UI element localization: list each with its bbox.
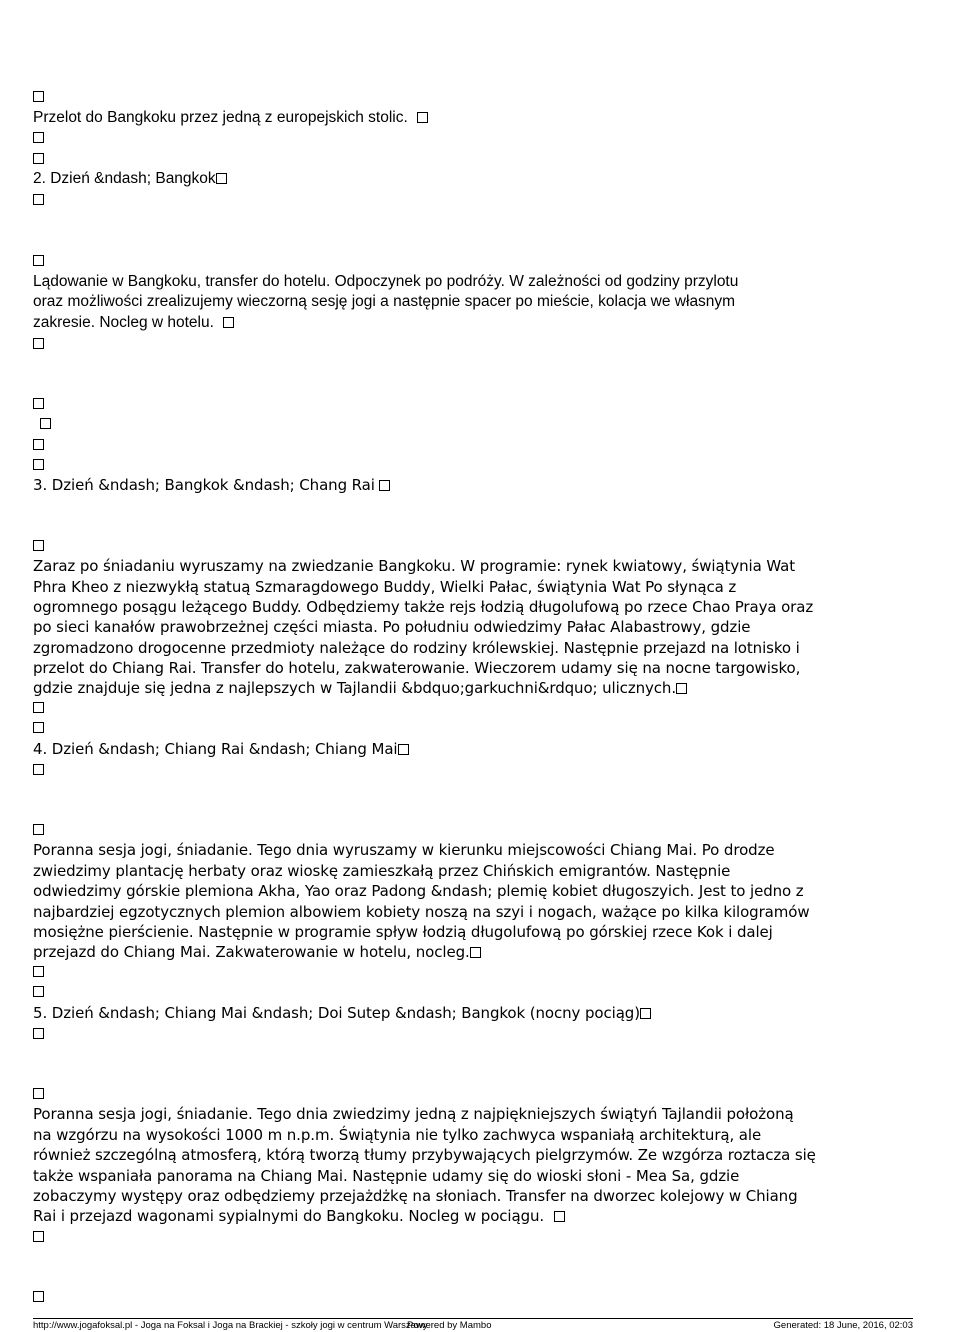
checkbox-glyph-icon [33, 986, 44, 997]
checkbox-glyph-line [33, 128, 940, 148]
day3-text-line: przelot do Chiang Rai. Transfer do hotelu, zakwaterowanie. Wieczorem udamy się na nocne targowisko, [33, 659, 801, 677]
checkbox-glyph-line [33, 820, 940, 840]
checkbox-glyph-icon [33, 1028, 44, 1039]
checkbox-glyph-icon [33, 1088, 44, 1099]
checkbox-glyph-icon [40, 418, 51, 429]
checkbox-glyph-icon [33, 540, 44, 551]
checkbox-glyph-icon [33, 1291, 44, 1302]
day1-flight-text: Przelot do Bangkoku przez jedną z europejskich stolic. [33, 108, 940, 128]
day4-text-line: najbardziej egzotycznych plemion albowiem kobiety noszą na szyi i nogach, ważące po kilka kilogramów [33, 903, 810, 921]
day3-text-line: zgromadzono drogocenne przedmioty należące do rodziny królewskiej. Następnie przejazd na lotnisko i [33, 639, 800, 657]
day2-heading: 2. Dzień &ndash; Bangkok [33, 169, 940, 189]
checkbox-glyph-icon [33, 459, 44, 470]
checkbox-glyph-icon [33, 1231, 44, 1242]
checkbox-glyph-icon [33, 255, 44, 266]
day5-text-line: na wzgórzu na wysokości 1000 m n.p.m. Świątynia nie tylko zachwyca wspaniałą architekturą, ale [33, 1126, 762, 1144]
day4-text-line: przejazd do Chiang Mai. Zakwaterowanie w hotelu, nocleg. [33, 942, 940, 962]
day2-text-line: zakresie. Nocleg w hotelu. [33, 313, 940, 333]
day5-heading: 5. Dzień &ndash; Chiang Mai &ndash; Doi Sutep &ndash; Bangkok (nocny pociąg) [33, 1003, 940, 1023]
day3-text-line: gdzie znajduje się jedna z najlepszych w Tajlandii &bdquo;garkuchni&rdquo; ulicznych. [33, 678, 940, 698]
day3-heading: 3. Dzień &ndash; Bangkok &ndash; Chang Rai [33, 475, 940, 495]
day5-text-line: Rai i przejazd wagonami sypialnymi do Bangkoku. Nocleg w pociągu. [33, 1206, 940, 1226]
checkbox-glyph-line [33, 1024, 940, 1044]
checkbox-glyph-icon [33, 91, 44, 102]
checkbox-glyph-line [33, 536, 940, 556]
checkbox-glyph-line [33, 190, 940, 210]
checkbox-glyph-icon [470, 947, 481, 958]
checkbox-glyph-line [33, 760, 940, 780]
checkbox-glyph-icon [676, 683, 687, 694]
checkbox-glyph-line [33, 718, 940, 738]
checkbox-glyph-line [33, 149, 940, 169]
checkbox-glyph-icon [33, 153, 44, 164]
checkbox-glyph-line [40, 414, 940, 434]
checkbox-glyph-icon [33, 764, 44, 775]
day5-text-line: Poranna sesja jogi, śniadanie. Tego dnia zwiedzimy jedną z najpiękniejszych świątyń Tajlandii położoną [33, 1105, 794, 1123]
day2-text-line: Lądowanie w Bangkoku, transfer do hotelu. Odpoczynek po podróży. W zależności od godziny przylotu [33, 273, 739, 290]
checkbox-glyph-icon [33, 194, 44, 205]
checkbox-glyph-line [33, 435, 940, 455]
day5-text-line: zobaczymy występy oraz odbędziemy przejażdżkę na słoniach. Transfer na dworzec kolejowy w Chiang [33, 1187, 798, 1205]
checkbox-glyph-line [33, 962, 940, 982]
footer-powered-by: Powered by Mambo [407, 1320, 492, 1331]
checkbox-glyph-icon [33, 338, 44, 349]
day2-text-line: oraz możliwości zrealizujemy wieczorną sesję jogi a następnie spacer po mieście, kolacja we własnym [33, 293, 736, 310]
checkbox-glyph-icon [33, 824, 44, 835]
checkbox-glyph-line [33, 1227, 940, 1247]
checkbox-glyph-icon [398, 744, 409, 755]
page-footer [33, 1318, 913, 1332]
checkbox-glyph-line [33, 334, 940, 354]
checkbox-glyph-icon [417, 112, 428, 123]
checkbox-glyph-line [33, 394, 940, 414]
day4-text-line: mosiężne pierścienie. Następnie w programie spływ łodzią długolufową po górskiej rzece Kok i dalej [33, 923, 773, 941]
day4-heading: 4. Dzień &ndash; Chiang Rai &ndash; Chiang Mai [33, 739, 940, 759]
day4-text-line: zwiedzimy plantację herbaty oraz wioskę zamieszkałą przez Chińskich emigrantów. Następnie [33, 862, 731, 880]
checkbox-glyph-line [33, 87, 940, 107]
footer-site-link[interactable]: http://www.jogafoksal.pl - Joga na Foksal i Joga na Brackiej - szkoły jogi w centrum Warszawy [33, 1320, 428, 1331]
checkbox-glyph-line [33, 455, 940, 475]
checkbox-glyph-icon [33, 132, 44, 143]
checkbox-glyph-icon [33, 702, 44, 713]
day3-text-line: Zaraz po śniadaniu wyruszamy na zwiedzanie Bangkoku. W programie: rynek kwiatowy, świątynia Wat [33, 557, 796, 575]
checkbox-glyph-line [33, 1084, 940, 1104]
checkbox-glyph-icon [33, 398, 44, 409]
footer-generated-date: Generated: 18 June, 2016, 02:03 [773, 1320, 913, 1331]
checkbox-glyph-icon [379, 480, 390, 491]
checkbox-glyph-icon [33, 439, 44, 450]
checkbox-glyph-line [33, 251, 940, 271]
day4-text-line: Poranna sesja jogi, śniadanie. Tego dnia wyruszamy w kierunku miejscowości Chiang Mai. Po drodze [33, 841, 775, 859]
day5-text-line: także wspaniała panorama na Chiang Mai. Następnie udamy się do wioski słoni - Mea Sa, gdzie [33, 1167, 740, 1185]
checkbox-glyph-icon [640, 1008, 651, 1019]
day3-text-line: po sieci kanałów prawobrzeżnej części miasta. Po południu odwiedzimy Pałac Alabastrowy, gdzie [33, 618, 751, 636]
day3-text-line: ogromnego posągu leżącego Buddy. Odbędziemy także rejs łodzią długolufową po rzece Chao Praya oraz [33, 598, 814, 616]
checkbox-glyph-icon [223, 317, 234, 328]
checkbox-glyph-icon [33, 722, 44, 733]
day5-text-line: również szczególną atmosferą, którą tworzą tłumy przybywających pielgrzymów. Ze wzgórza roztacza się [33, 1146, 816, 1164]
checkbox-glyph-icon [554, 1211, 565, 1222]
checkbox-glyph-icon [216, 173, 227, 184]
checkbox-glyph-line [33, 698, 940, 718]
checkbox-glyph-line [33, 1287, 940, 1307]
checkbox-glyph-line [33, 982, 940, 1002]
checkbox-glyph-icon [33, 966, 44, 977]
day4-text-line: odwiedzimy górskie plemiona Akha, Yao oraz Padong &ndash; plemię kobiet długoszyich. Jest to jedno z [33, 882, 804, 900]
day3-text-line: Phra Kheo z niezwykłą statuą Szmaragdowego Buddy, Wielki Pałac, świątynia Wat Po słynąca z [33, 578, 737, 596]
